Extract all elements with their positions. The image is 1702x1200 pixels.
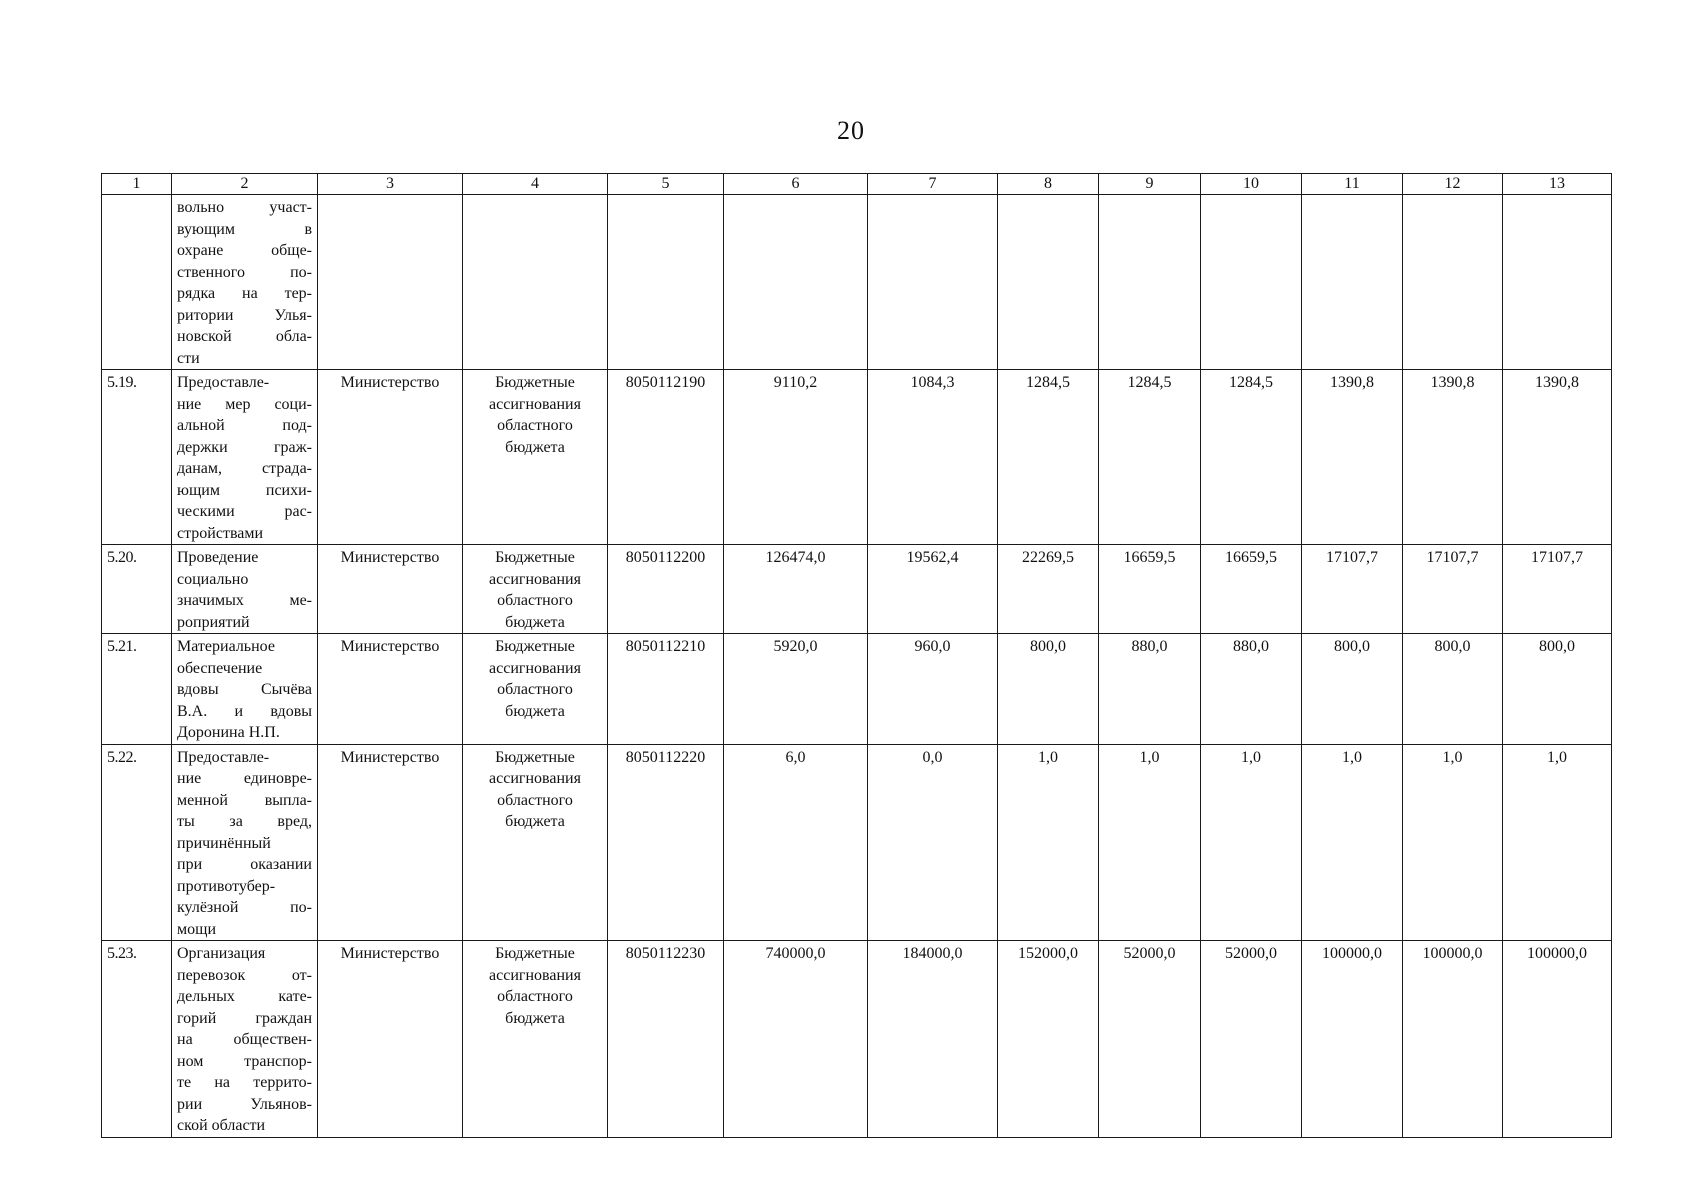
measure-name-line: держки граж-	[177, 438, 312, 456]
table-row	[102, 634, 1612, 745]
amount-cell-col-7	[868, 195, 998, 370]
measure-name-line: рии Ульянов-	[177, 1095, 312, 1113]
budget-code-cell: 8050112200	[608, 545, 724, 634]
funding-source-line: областного	[497, 417, 573, 434]
budget-code-cell: 8050112230	[608, 941, 724, 1138]
measure-name-line: на обществен-	[177, 1031, 312, 1048]
amount-cell-col-12: 17107,7	[1403, 545, 1503, 634]
column-number-header: 10	[1201, 174, 1302, 195]
measure-name-line: кулёзной по-	[177, 899, 312, 916]
measure-name-line: менной выпла-	[177, 791, 312, 809]
amount-cell-col-12: 1390,8	[1403, 370, 1503, 545]
measure-name-line: Предоставле-	[177, 374, 270, 391]
measure-name-line: вольно участ-	[177, 199, 312, 216]
measure-name-line: противотубер-	[177, 877, 276, 895]
measure-name-cell	[172, 370, 318, 545]
funding-source-line: Бюджетные	[495, 748, 575, 766]
funding-source-line: бюджета	[505, 1009, 565, 1027]
amount-cell-col-7: 1084,3	[868, 370, 998, 545]
amount-cell-col-11	[1302, 195, 1403, 370]
amount-cell-col-10: 880,0	[1201, 634, 1302, 745]
amount-cell-col-9: 1284,5	[1099, 370, 1201, 545]
column-number-header: 7	[868, 174, 998, 195]
executor-cell	[318, 195, 463, 370]
amount-cell-col-11: 800,0	[1302, 634, 1403, 745]
funding-source-line: ассигнования	[489, 659, 581, 677]
measure-name-line: ской области	[177, 1117, 266, 1134]
measure-name-line: вдовы Сычёва	[177, 681, 312, 698]
amount-cell-col-8: 152000,0	[998, 941, 1099, 1138]
measure-name-line: значимых ме-	[177, 592, 312, 609]
amount-cell-col-13: 100000,0	[1503, 941, 1612, 1138]
column-number-header: 6	[724, 174, 868, 195]
measure-name-line: причинённый	[177, 834, 271, 852]
amount-cell-col-13: 1390,8	[1503, 370, 1612, 545]
amount-cell-col-10: 1284,5	[1201, 370, 1302, 545]
funding-source-cell	[463, 195, 608, 370]
measure-name-line: горий граждан	[177, 1009, 312, 1027]
amount-cell-col-9: 16659,5	[1099, 545, 1201, 634]
measure-name-line: стройствами	[177, 524, 264, 542]
amount-cell-col-10: 16659,5	[1201, 545, 1302, 634]
measure-name-line: Предоставле-	[177, 748, 270, 766]
budget-code-cell: 8050112210	[608, 634, 724, 745]
measure-name-line: ном транспор-	[177, 1052, 312, 1070]
funding-source-line: бюджета	[505, 613, 565, 631]
measure-name-line: сти	[177, 349, 200, 367]
funding-source-line: областного	[497, 592, 573, 609]
measure-name-line: обеспечение	[177, 659, 263, 677]
measure-name-line: перевозок от-	[177, 966, 312, 984]
column-number-header: 1	[102, 174, 172, 195]
measure-name-line: социально	[177, 570, 249, 588]
amount-cell-col-6: 126474,0	[724, 545, 868, 634]
amount-cell-col-6: 6,0	[724, 744, 868, 941]
measure-name-line: альной под-	[177, 417, 312, 434]
funding-source-line: областного	[497, 988, 573, 1005]
measure-name-line: те на террито-	[177, 1074, 312, 1091]
column-number-header: 9	[1099, 174, 1201, 195]
amount-cell-col-12	[1403, 195, 1503, 370]
budget-table	[101, 173, 1612, 1138]
amount-cell-col-8: 1284,5	[998, 370, 1099, 545]
measure-name-line: рядка на тер-	[177, 285, 312, 302]
measure-name-line: Материальное	[177, 638, 275, 655]
column-number-header: 2	[172, 174, 318, 195]
measure-name-line: Организация	[177, 945, 266, 962]
amount-cell-col-11: 17107,7	[1302, 545, 1403, 634]
measure-name-line: роприятий	[177, 613, 250, 631]
measure-name-line: охране обще-	[177, 242, 312, 259]
funding-source-line: ассигнования	[489, 570, 581, 588]
amount-cell-col-11: 1390,8	[1302, 370, 1403, 545]
amount-cell-col-8: 800,0	[998, 634, 1099, 745]
amount-cell-col-6: 740000,0	[724, 941, 868, 1138]
measure-name-line: ритории Улья-	[177, 306, 312, 324]
funding-source-cell	[463, 744, 608, 941]
amount-cell-col-8: 22269,5	[998, 545, 1099, 634]
funding-source-cell	[463, 370, 608, 545]
column-number-header: 4	[463, 174, 608, 195]
funding-source-line: областного	[497, 681, 573, 698]
executor-cell: Министерство	[318, 370, 463, 545]
amount-cell-col-12: 800,0	[1403, 634, 1503, 745]
budget-code-cell: 8050112190	[608, 370, 724, 545]
table-row	[102, 744, 1612, 941]
amount-cell-col-10	[1201, 195, 1302, 370]
funding-source-line: Бюджетные	[495, 945, 575, 962]
executor-cell: Министерство	[318, 744, 463, 941]
column-number-header: 13	[1503, 174, 1612, 195]
executor-cell: Министерство	[318, 634, 463, 745]
item-number-cell: 5.21.	[102, 634, 172, 745]
funding-source-line: Бюджетные	[495, 374, 575, 391]
table-row	[102, 941, 1612, 1138]
budget-code-cell: 8050112220	[608, 744, 724, 941]
funding-source-cell	[463, 545, 608, 634]
item-number-cell: 5.20.	[102, 545, 172, 634]
measure-name-line: Проведение	[177, 549, 259, 566]
amount-cell-col-12: 100000,0	[1403, 941, 1503, 1138]
amount-cell-col-9: 52000,0	[1099, 941, 1201, 1138]
measure-name-line: данам, страда-	[177, 460, 312, 477]
measure-name-line: дельных кате-	[177, 988, 312, 1005]
amount-cell-col-11: 1,0	[1302, 744, 1403, 941]
measure-name-line: при оказании	[177, 856, 312, 873]
amount-cell-col-6	[724, 195, 868, 370]
item-number-cell: 5.23.	[102, 941, 172, 1138]
table-body	[102, 195, 1612, 1138]
measure-name-line: ственного по-	[177, 263, 312, 281]
measure-name-cell	[172, 744, 318, 941]
funding-source-line: ассигнования	[489, 395, 581, 413]
amount-cell-col-6: 9110,2	[724, 370, 868, 545]
amount-cell-col-11: 100000,0	[1302, 941, 1403, 1138]
table-row	[102, 370, 1612, 545]
funding-source-line: бюджета	[505, 813, 565, 830]
amount-cell-col-7: 19562,4	[868, 545, 998, 634]
funding-source-cell	[463, 634, 608, 745]
funding-source-line: ассигнования	[489, 770, 581, 787]
amount-cell-col-9: 1,0	[1099, 744, 1201, 941]
amount-cell-col-8	[998, 195, 1099, 370]
item-number-cell	[102, 195, 172, 370]
measure-name-line: ющим психи-	[177, 481, 312, 499]
executor-cell: Министерство	[318, 545, 463, 634]
measure-name-line: вующим в	[177, 220, 312, 238]
amount-cell-col-13	[1503, 195, 1612, 370]
measure-name-line: ты за вред,	[177, 813, 312, 830]
funding-source-line: бюджета	[505, 702, 565, 720]
measure-name-cell	[172, 545, 318, 634]
item-number-cell: 5.22.	[102, 744, 172, 941]
column-number-header: 5	[608, 174, 724, 195]
amount-cell-col-9: 880,0	[1099, 634, 1201, 745]
funding-source-cell	[463, 941, 608, 1138]
table-row	[102, 195, 1612, 370]
amount-cell-col-8: 1,0	[998, 744, 1099, 941]
amount-cell-col-7: 184000,0	[868, 941, 998, 1138]
budget-code-cell	[608, 195, 724, 370]
measure-name-line: ние мер соци-	[177, 395, 312, 413]
measure-name-line: В.А. и вдовы	[177, 702, 312, 720]
measure-name-cell	[172, 195, 318, 370]
amount-cell-col-10: 1,0	[1201, 744, 1302, 941]
amount-cell-col-13: 1,0	[1503, 744, 1612, 941]
amount-cell-col-7: 960,0	[868, 634, 998, 745]
column-number-header: 8	[998, 174, 1099, 195]
amount-cell-col-10: 52000,0	[1201, 941, 1302, 1138]
amount-cell-col-7: 0,0	[868, 744, 998, 941]
measure-name-line: Доронина Н.П.	[177, 724, 280, 741]
column-number-header: 3	[318, 174, 463, 195]
measure-name-cell	[172, 634, 318, 745]
column-number-header: 11	[1302, 174, 1403, 195]
funding-source-line: областного	[497, 791, 573, 809]
amount-cell-col-13: 17107,7	[1503, 545, 1612, 634]
funding-source-line: бюджета	[505, 438, 565, 456]
measure-name-cell	[172, 941, 318, 1138]
table-row	[102, 545, 1612, 634]
measure-name-line: ческими рас-	[177, 503, 312, 520]
item-number-cell: 5.19.	[102, 370, 172, 545]
amount-cell-col-13: 800,0	[1503, 634, 1612, 745]
amount-cell-col-9	[1099, 195, 1201, 370]
measure-name-line: ние единовре-	[177, 770, 312, 787]
funding-source-line: Бюджетные	[495, 549, 575, 566]
column-number-row	[102, 174, 1612, 195]
measure-name-line: новской обла-	[177, 328, 312, 345]
amount-cell-col-6: 5920,0	[724, 634, 868, 745]
funding-source-line: Бюджетные	[495, 638, 575, 655]
amount-cell-col-12: 1,0	[1403, 744, 1503, 941]
measure-name-line: мощи	[177, 920, 217, 938]
page-number: 20	[837, 116, 865, 145]
funding-source-line: ассигнования	[489, 966, 581, 984]
executor-cell: Министерство	[318, 941, 463, 1138]
column-number-header: 12	[1403, 174, 1503, 195]
